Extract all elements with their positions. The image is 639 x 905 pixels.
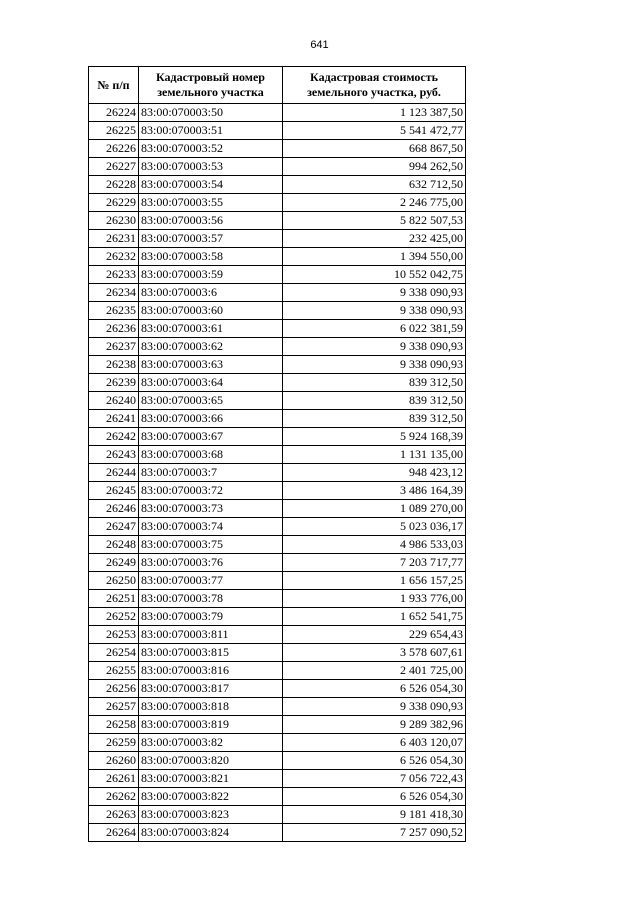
cadastral-value-cell: 10 552 042,75 xyxy=(283,266,466,284)
row-number-cell: 26251 xyxy=(89,590,139,608)
row-number-cell: 26258 xyxy=(89,716,139,734)
table-row xyxy=(89,212,466,230)
row-number-cell: 26247 xyxy=(89,518,139,536)
cadastral-number-cell: 83:00:070003:50 xyxy=(139,104,283,122)
cadastral-value-cell: 839 312,50 xyxy=(283,410,466,428)
row-number-cell: 26237 xyxy=(89,338,139,356)
cadastral-value-cell: 1 394 550,00 xyxy=(283,248,466,266)
cadastral-number-cell: 83:00:070003:66 xyxy=(139,410,283,428)
cadastral-value-cell: 5 924 168,39 xyxy=(283,428,466,446)
cadastral-value-cell: 9 289 382,96 xyxy=(283,716,466,734)
cadastral-number-cell: 83:00:070003:823 xyxy=(139,806,283,824)
row-number-cell: 26263 xyxy=(89,806,139,824)
cadastral-value-cell: 7 257 090,52 xyxy=(283,824,466,842)
cadastral-value-table xyxy=(88,66,466,842)
table-row xyxy=(89,410,466,428)
table-row xyxy=(89,320,466,338)
cadastral-value-cell: 668 867,50 xyxy=(283,140,466,158)
table-row xyxy=(89,482,466,500)
cadastral-number-cell: 83:00:070003:59 xyxy=(139,266,283,284)
row-number-cell: 26236 xyxy=(89,320,139,338)
cadastral-number-cell: 83:00:070003:56 xyxy=(139,212,283,230)
row-number-cell: 26241 xyxy=(89,410,139,428)
cadastral-number-cell: 83:00:070003:74 xyxy=(139,518,283,536)
header-num: № п/п xyxy=(89,67,139,104)
table-row xyxy=(89,356,466,374)
table-row xyxy=(89,698,466,716)
cadastral-number-cell: 83:00:070003:77 xyxy=(139,572,283,590)
cadastral-value-cell: 3 486 164,39 xyxy=(283,482,466,500)
cadastral-number-cell: 83:00:070003:822 xyxy=(139,788,283,806)
table-body xyxy=(89,104,466,842)
table-row xyxy=(89,176,466,194)
cadastral-value-cell: 4 986 533,03 xyxy=(283,536,466,554)
row-number-cell: 26260 xyxy=(89,752,139,770)
table-row xyxy=(89,644,466,662)
cadastral-value-cell: 6 022 381,59 xyxy=(283,320,466,338)
cadastral-value-cell: 9 338 090,93 xyxy=(283,302,466,320)
cadastral-number-cell: 83:00:070003:61 xyxy=(139,320,283,338)
row-number-cell: 26235 xyxy=(89,302,139,320)
table-row xyxy=(89,806,466,824)
cadastral-number-cell: 83:00:070003:63 xyxy=(139,356,283,374)
table-row xyxy=(89,824,466,842)
cadastral-value-cell: 948 423,12 xyxy=(283,464,466,482)
row-number-cell: 26259 xyxy=(89,734,139,752)
cadastral-value-cell: 2 246 775,00 xyxy=(283,194,466,212)
row-number-cell: 26234 xyxy=(89,284,139,302)
row-number-cell: 26261 xyxy=(89,770,139,788)
header-cadastral-number: Кадастровый номер земельного участка xyxy=(139,67,283,104)
cadastral-number-cell: 83:00:070003:818 xyxy=(139,698,283,716)
page-number: 641 xyxy=(310,39,329,51)
cadastral-number-cell: 83:00:070003:819 xyxy=(139,716,283,734)
cadastral-value-cell: 1 652 541,75 xyxy=(283,608,466,626)
cadastral-number-cell: 83:00:070003:68 xyxy=(139,446,283,464)
cadastral-number-cell: 83:00:070003:64 xyxy=(139,374,283,392)
cadastral-number-cell: 83:00:070003:821 xyxy=(139,770,283,788)
cadastral-number-cell: 83:00:070003:82 xyxy=(139,734,283,752)
cadastral-number-cell: 83:00:070003:7 xyxy=(139,464,283,482)
row-number-cell: 26243 xyxy=(89,446,139,464)
cadastral-number-cell: 83:00:070003:51 xyxy=(139,122,283,140)
cadastral-value-cell: 229 654,43 xyxy=(283,626,466,644)
table-row xyxy=(89,464,466,482)
row-number-cell: 26233 xyxy=(89,266,139,284)
row-number-cell: 26262 xyxy=(89,788,139,806)
cadastral-number-cell: 83:00:070003:67 xyxy=(139,428,283,446)
cadastral-value-cell: 9 338 090,93 xyxy=(283,338,466,356)
cadastral-number-cell: 83:00:070003:824 xyxy=(139,824,283,842)
cadastral-value-cell: 9 338 090,93 xyxy=(283,284,466,302)
table-row xyxy=(89,734,466,752)
row-number-cell: 26244 xyxy=(89,464,139,482)
row-number-cell: 26224 xyxy=(89,104,139,122)
cadastral-number-cell: 83:00:070003:75 xyxy=(139,536,283,554)
row-number-cell: 26253 xyxy=(89,626,139,644)
table-row xyxy=(89,266,466,284)
table-row xyxy=(89,590,466,608)
row-number-cell: 26246 xyxy=(89,500,139,518)
cadastral-number-cell: 83:00:070003:58 xyxy=(139,248,283,266)
row-number-cell: 26249 xyxy=(89,554,139,572)
cadastral-value-cell: 1 131 135,00 xyxy=(283,446,466,464)
cadastral-number-cell: 83:00:070003:65 xyxy=(139,392,283,410)
cadastral-number-cell: 83:00:070003:6 xyxy=(139,284,283,302)
table-row xyxy=(89,338,466,356)
cadastral-value-cell: 6 526 054,30 xyxy=(283,788,466,806)
cadastral-value-cell: 1 123 387,50 xyxy=(283,104,466,122)
table-row xyxy=(89,626,466,644)
cadastral-number-cell: 83:00:070003:62 xyxy=(139,338,283,356)
row-number-cell: 26228 xyxy=(89,176,139,194)
cadastral-value-cell: 5 023 036,17 xyxy=(283,518,466,536)
cadastral-number-cell: 83:00:070003:78 xyxy=(139,590,283,608)
cadastral-number-cell: 83:00:070003:79 xyxy=(139,608,283,626)
cadastral-number-cell: 83:00:070003:55 xyxy=(139,194,283,212)
table-row xyxy=(89,248,466,266)
cadastral-number-cell: 83:00:070003:73 xyxy=(139,500,283,518)
table-row xyxy=(89,500,466,518)
table-row xyxy=(89,122,466,140)
cadastral-value-cell: 994 262,50 xyxy=(283,158,466,176)
cadastral-value-cell: 6 526 054,30 xyxy=(283,680,466,698)
row-number-cell: 26252 xyxy=(89,608,139,626)
row-number-cell: 26232 xyxy=(89,248,139,266)
table-row xyxy=(89,140,466,158)
cadastral-value-cell: 839 312,50 xyxy=(283,392,466,410)
cadastral-number-cell: 83:00:070003:53 xyxy=(139,158,283,176)
cadastral-number-cell: 83:00:070003:76 xyxy=(139,554,283,572)
row-number-cell: 26255 xyxy=(89,662,139,680)
cadastral-value-cell: 1 089 270,00 xyxy=(283,500,466,518)
cadastral-value-cell: 6 526 054,30 xyxy=(283,752,466,770)
cadastral-value-cell: 1 933 776,00 xyxy=(283,590,466,608)
cadastral-number-cell: 83:00:070003:815 xyxy=(139,644,283,662)
row-number-cell: 26245 xyxy=(89,482,139,500)
cadastral-value-cell: 6 403 120,07 xyxy=(283,734,466,752)
table-row xyxy=(89,194,466,212)
cadastral-value-cell: 7 203 717,77 xyxy=(283,554,466,572)
table-row xyxy=(89,536,466,554)
cadastral-value-cell: 9 181 418,30 xyxy=(283,806,466,824)
cadastral-number-cell: 83:00:070003:60 xyxy=(139,302,283,320)
row-number-cell: 26231 xyxy=(89,230,139,248)
cadastral-value-cell: 1 656 157,25 xyxy=(283,572,466,590)
cadastral-value-cell: 2 401 725,00 xyxy=(283,662,466,680)
row-number-cell: 26226 xyxy=(89,140,139,158)
header-row xyxy=(89,67,466,104)
row-number-cell: 26257 xyxy=(89,698,139,716)
cadastral-number-cell: 83:00:070003:57 xyxy=(139,230,283,248)
table-row xyxy=(89,158,466,176)
cadastral-number-cell: 83:00:070003:817 xyxy=(139,680,283,698)
header-cadastral-value: Кадастровая стоимость земельного участка, руб. xyxy=(283,67,466,104)
table-row xyxy=(89,230,466,248)
table-header xyxy=(89,67,466,104)
table-row xyxy=(89,392,466,410)
table-row xyxy=(89,680,466,698)
cadastral-number-cell: 83:00:070003:52 xyxy=(139,140,283,158)
table-row xyxy=(89,554,466,572)
table-row xyxy=(89,518,466,536)
cadastral-number-cell: 83:00:070003:811 xyxy=(139,626,283,644)
row-number-cell: 26250 xyxy=(89,572,139,590)
cadastral-value-cell: 3 578 607,61 xyxy=(283,644,466,662)
cadastral-value-cell: 7 056 722,43 xyxy=(283,770,466,788)
table-row xyxy=(89,302,466,320)
row-number-cell: 26242 xyxy=(89,428,139,446)
row-number-cell: 26254 xyxy=(89,644,139,662)
table-row xyxy=(89,572,466,590)
cadastral-number-cell: 83:00:070003:54 xyxy=(139,176,283,194)
table-row xyxy=(89,284,466,302)
row-number-cell: 26264 xyxy=(89,824,139,842)
row-number-cell: 26238 xyxy=(89,356,139,374)
row-number-cell: 26230 xyxy=(89,212,139,230)
table-row xyxy=(89,446,466,464)
row-number-cell: 26229 xyxy=(89,194,139,212)
cadastral-value-cell: 5 541 472,77 xyxy=(283,122,466,140)
cadastral-value-cell: 632 712,50 xyxy=(283,176,466,194)
row-number-cell: 26227 xyxy=(89,158,139,176)
row-number-cell: 26239 xyxy=(89,374,139,392)
cadastral-value-cell: 9 338 090,93 xyxy=(283,356,466,374)
cadastral-number-cell: 83:00:070003:816 xyxy=(139,662,283,680)
row-number-cell: 26225 xyxy=(89,122,139,140)
table-row xyxy=(89,716,466,734)
table-row xyxy=(89,662,466,680)
table-row xyxy=(89,428,466,446)
cadastral-value-cell: 232 425,00 xyxy=(283,230,466,248)
row-number-cell: 26256 xyxy=(89,680,139,698)
cadastral-number-cell: 83:00:070003:820 xyxy=(139,752,283,770)
cadastral-number-cell: 83:00:070003:72 xyxy=(139,482,283,500)
table-row xyxy=(89,374,466,392)
cadastral-value-cell: 839 312,50 xyxy=(283,374,466,392)
table-row xyxy=(89,770,466,788)
table-row xyxy=(89,104,466,122)
table-row xyxy=(89,788,466,806)
table-row xyxy=(89,608,466,626)
cadastral-value-cell: 9 338 090,93 xyxy=(283,698,466,716)
row-number-cell: 26248 xyxy=(89,536,139,554)
cadastral-value-cell: 5 822 507,53 xyxy=(283,212,466,230)
row-number-cell: 26240 xyxy=(89,392,139,410)
table-row xyxy=(89,752,466,770)
